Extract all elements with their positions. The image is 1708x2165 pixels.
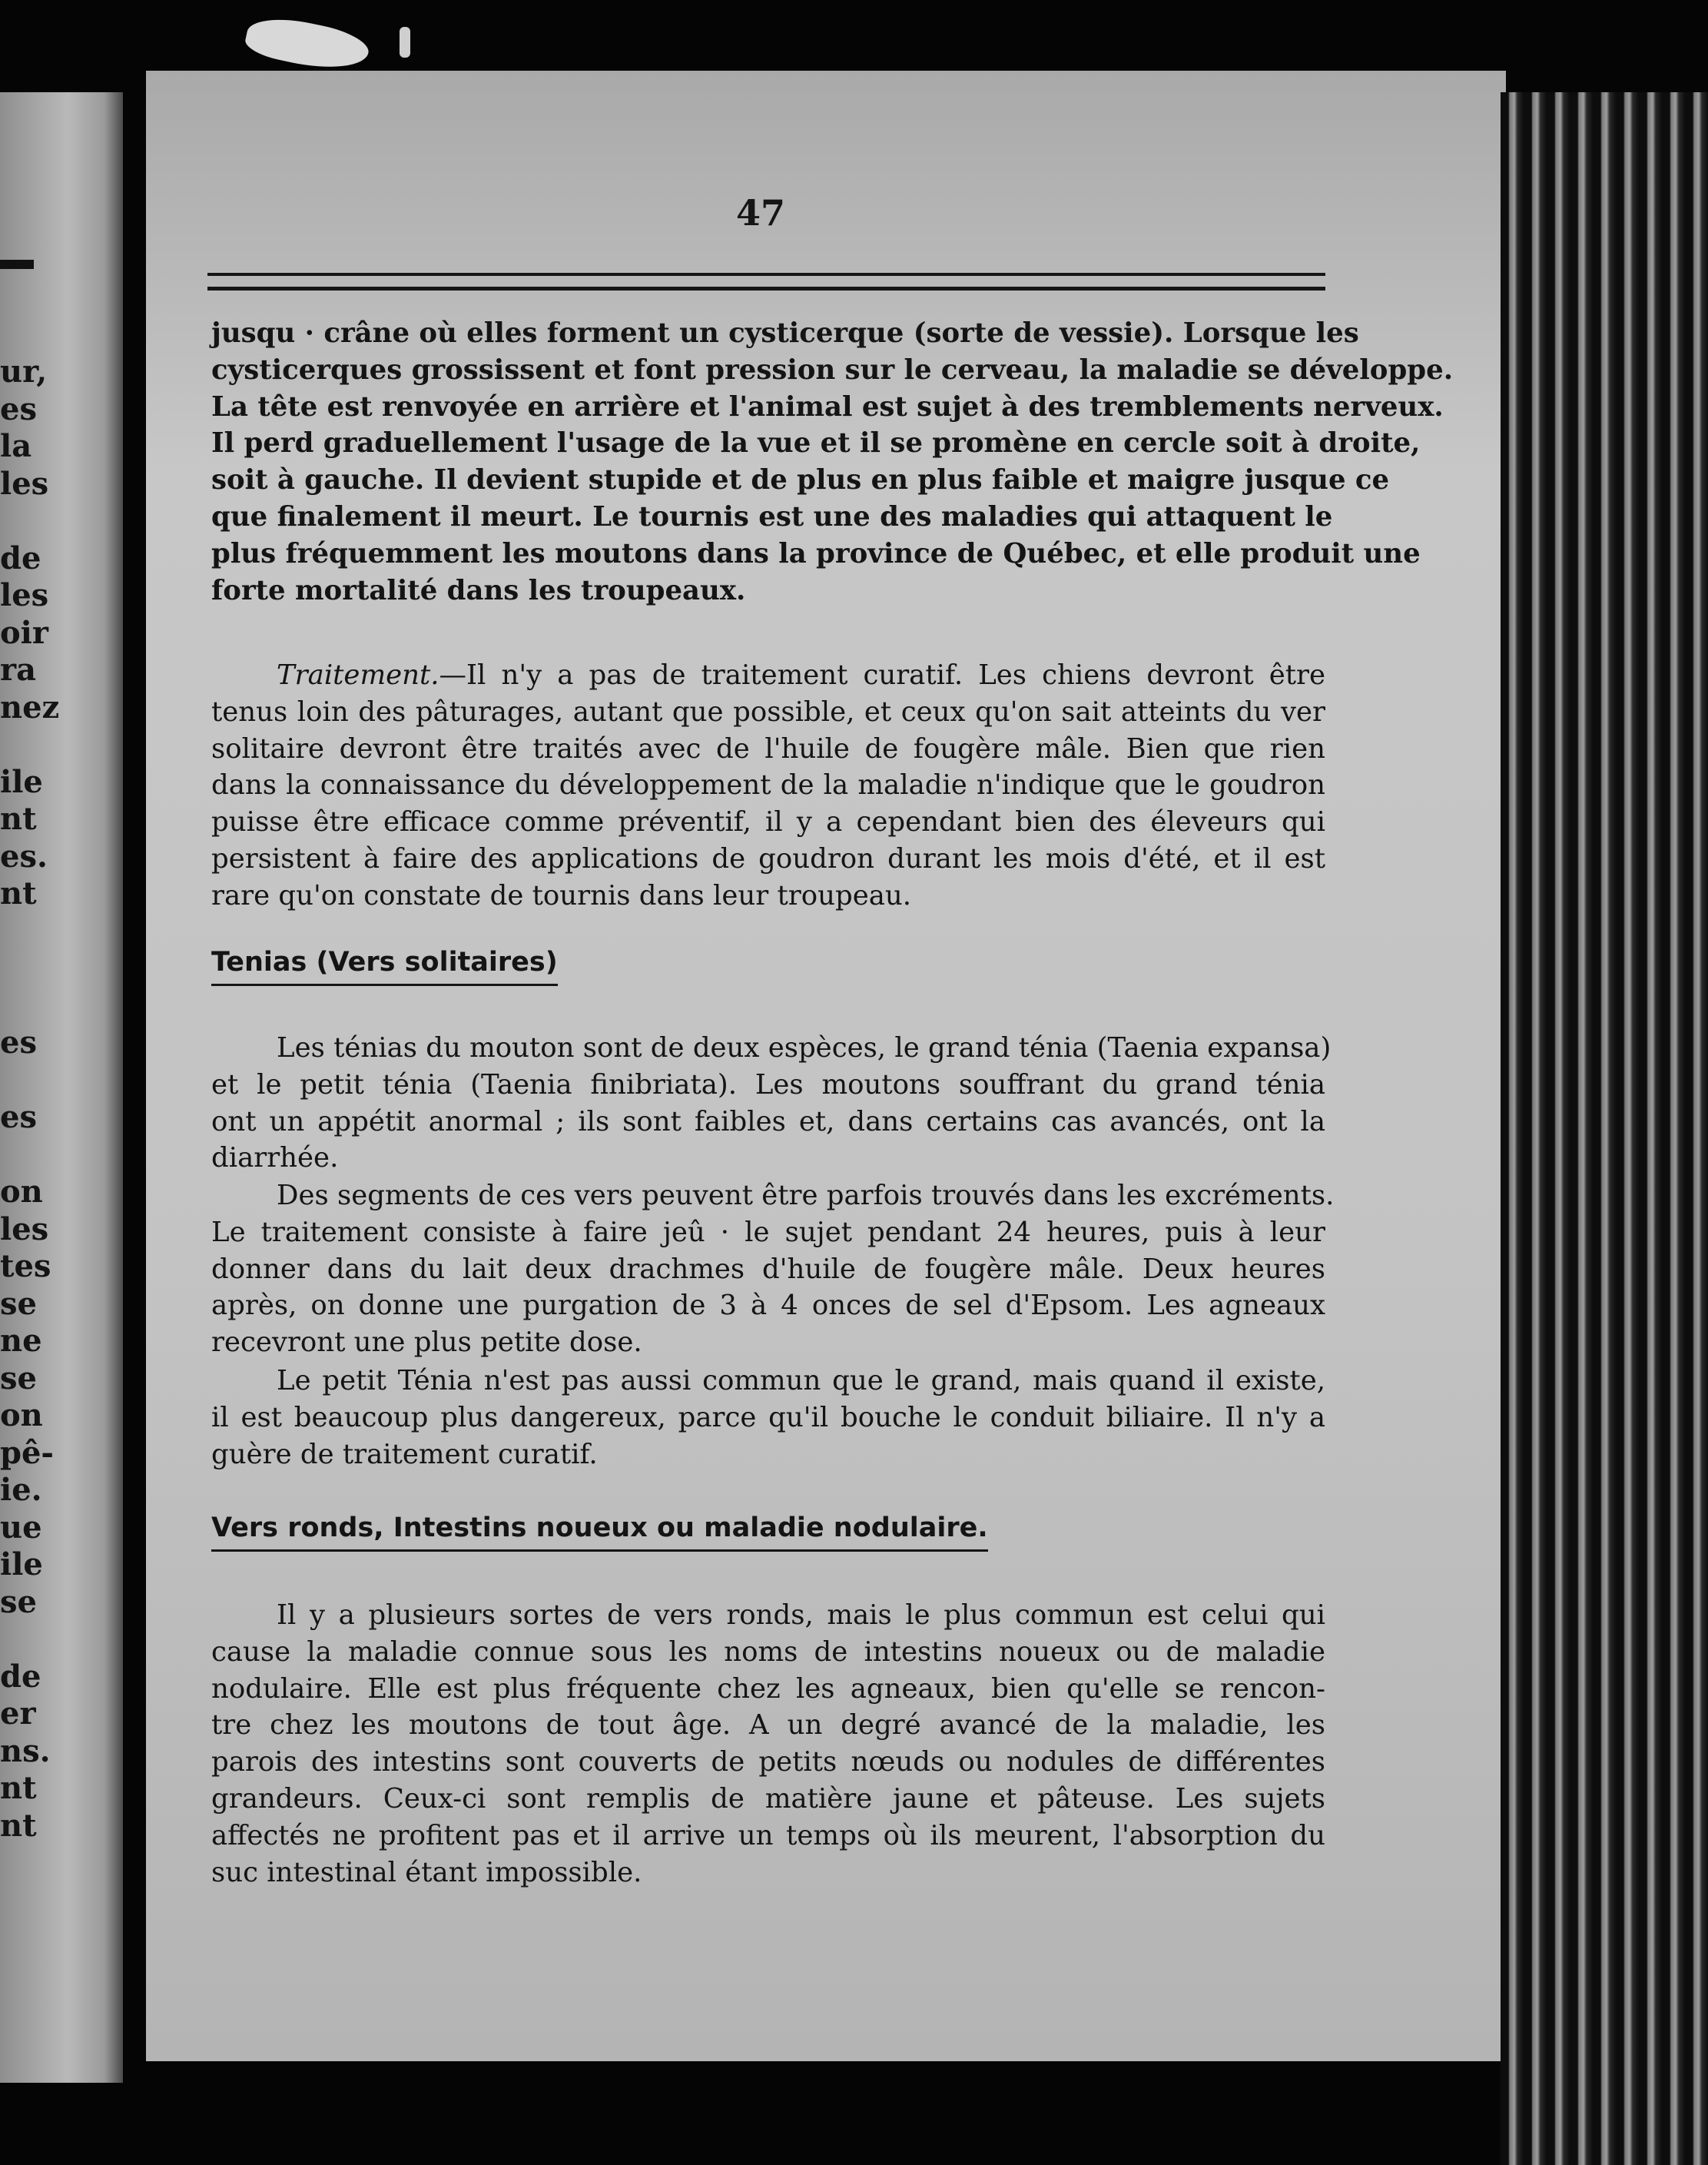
- text-line: La tête est renvoyée en arrière et l'animal est sujet à des tremblements nerveux.: [211, 390, 1444, 423]
- text-line: rare qu'on constate de tournis dans leur troupeau.: [211, 879, 912, 911]
- page-number: 47: [736, 192, 786, 234]
- text-line: et le petit ténia (Taenia finibriata). Les moutons souffrant du grand ténia: [211, 1068, 1325, 1101]
- left-page-fragment: ur,: [0, 354, 48, 390]
- text-line: suc intestinal étant impossible.: [211, 1856, 642, 1888]
- left-page-fragment: nez: [0, 689, 60, 726]
- left-page-fragment: ile: [0, 1546, 43, 1582]
- text-line: puisse être efficace comme préventif, il y a cependant bien des éleveurs qui: [211, 806, 1325, 838]
- header-rule: [207, 273, 1325, 291]
- left-page-fragment: pê-: [0, 1434, 55, 1471]
- paragraph-petit-tenia: [211, 1363, 1325, 1473]
- text-line: Il perd graduellement l'usage de la vue et il se promène en cercle soit à droite,: [211, 427, 1421, 460]
- left-page-fragment: se: [0, 1360, 37, 1396]
- text-line: recevront une plus petite dose.: [211, 1327, 642, 1359]
- text-line: après, on donne une purgation de 3 à 4 onces de sel d'Epsom. Les agneaux: [211, 1290, 1325, 1322]
- text-line: affectés ne profitent pas et il arrive un temps où ils meurent, l'absorption du: [211, 1819, 1325, 1851]
- text-line: que finalement il meurt. Le tournis est une des maladies qui attaquent le: [211, 500, 1333, 533]
- left-page-fragment: les: [0, 577, 49, 613]
- left-page-fragment: les: [0, 465, 49, 502]
- text-line: Le traitement consiste à faire jeû · le sujet pendant 24 heures, puis à leur: [211, 1216, 1325, 1248]
- paragraph-vers-ronds: [211, 1597, 1325, 1891]
- text-line: Des segments de ces vers peuvent être parfois trouvés dans les excréments.: [277, 1180, 1335, 1211]
- left-page-fragment: es.: [0, 838, 48, 875]
- text-line: nodulaire. Elle est plus fréquente chez les agneaux, bien qu'elle se rencon-: [211, 1672, 1325, 1705]
- text-line: cause la maladie connue sous les noms de intestins noueux ou de maladie: [211, 1635, 1325, 1668]
- left-page-fragment: ra: [0, 652, 36, 688]
- left-page-fragment: es: [0, 390, 37, 427]
- left-page-fragment: nt: [0, 875, 37, 911]
- paragraph-tenias-traitement: [211, 1177, 1335, 1361]
- left-page-fragment: tes: [0, 1248, 51, 1284]
- left-page-fragment: es: [0, 1024, 37, 1061]
- left-page-fragment: de: [0, 540, 41, 576]
- section-heading-tenias: Tenias (Vers solitaires): [211, 947, 558, 986]
- left-page-fragment: nt: [0, 801, 37, 837]
- left-page-fragment: ue: [0, 1509, 42, 1546]
- left-page-fragment: nt: [0, 1770, 37, 1806]
- left-page-fragment: on: [0, 1174, 43, 1210]
- left-page-fragment: les: [0, 1210, 49, 1247]
- left-page-edge: [0, 85, 123, 2083]
- text-line: dans la connaissance du développement de la maladie n'indique que le goudron: [211, 769, 1325, 802]
- left-page-fragment: ile: [0, 763, 43, 800]
- text-line: donner dans du lait deux drachmes d'huile de fougère mâle. Deux heures: [211, 1253, 1325, 1285]
- text-line: persistent à faire des applications de goudron durant les mois d'été, et il est: [211, 842, 1325, 875]
- text-line: solitaire devront être traités avec de l'huile de fougère mâle. Bien que rien: [211, 732, 1325, 765]
- left-page-fragment: la: [0, 428, 32, 464]
- text-line: Il y a plusieurs sortes de vers ronds, mais le plus commun est celui qui: [277, 1599, 1325, 1631]
- text-line: il est beaucoup plus dangereux, parce qu'il bouche le conduit biliaire. Il n'y a: [211, 1401, 1325, 1433]
- text-line: grandeurs. Ceux-ci sont remplis de matière jaune et pâteuse. Les sujets: [211, 1782, 1325, 1815]
- left-page-fragment: ne: [0, 1323, 42, 1359]
- text-line: cysticerques grossissent et font pression sur le cerveau, la maladie se développe.: [211, 354, 1454, 386]
- left-page-fragment: on: [0, 1397, 43, 1433]
- text-line-rest: —Il n'y a pas de traitement curatif. Les chiens devront être: [439, 659, 1325, 691]
- paragraph-tenias-intro: [211, 1030, 1332, 1177]
- left-page-fragment: de: [0, 1658, 41, 1695]
- left-page-fragment: ns.: [0, 1732, 51, 1769]
- text-line: guère de traitement curatif.: [211, 1438, 598, 1470]
- text-line: Le petit Ténia n'est pas aussi commun que le grand, mais quand il existe,: [277, 1365, 1325, 1396]
- text-line: ont un appétit anormal ; ils sont faibles et, dans certains cas avancés, ont la: [211, 1105, 1325, 1137]
- text-line: plus fréquemment les moutons dans la province de Québec, et elle produit une: [211, 537, 1421, 569]
- text-line: Les ténias du mouton sont de deux espèces, le grand ténia (Taenia expansa): [277, 1032, 1332, 1064]
- scan-artifact: [400, 27, 410, 58]
- text-line: diarrhée.: [211, 1142, 339, 1174]
- left-page-fragment: oir: [0, 614, 48, 651]
- text-line: soit à gauche. Il devient stupide et de plus en plus faible et maigre jusque ce: [211, 464, 1390, 496]
- section-heading-vers-ronds: Vers ronds, Intestins noueux ou maladie nodulaire.: [211, 1513, 988, 1552]
- left-page-fragment: ie.: [0, 1472, 42, 1508]
- text-line: tre chez les moutons de tout âge. A un degré avancé de la maladie, les: [211, 1709, 1325, 1742]
- left-page-rule: [0, 260, 34, 269]
- paragraph-traitement: [211, 657, 1325, 915]
- text-line: [211, 657, 1325, 694]
- text-line: parois des intestins sont couverts de petits nœuds ou nodules de différentes: [211, 1746, 1325, 1778]
- book-edge-stripes: [1501, 92, 1708, 2165]
- traitement-label: Traitement.: [277, 659, 439, 691]
- left-page-fragment: es: [0, 1099, 37, 1135]
- left-page-fragment: se: [0, 1285, 37, 1322]
- left-page-fragment: er: [0, 1695, 36, 1732]
- left-page-fragment: nt: [0, 1807, 37, 1844]
- text-line: tenus loin des pâturages, autant que possible, et ceux qu'on sait atteints du ver: [211, 696, 1325, 728]
- text-line: forte mortalité dans les troupeaux.: [211, 574, 746, 606]
- paragraph-tournis: [211, 315, 1454, 609]
- text-line: jusqu · crâne où elles forment un cysticerque (sorte de vessie). Lorsque les: [211, 317, 1359, 349]
- left-page-fragment: se: [0, 1583, 37, 1620]
